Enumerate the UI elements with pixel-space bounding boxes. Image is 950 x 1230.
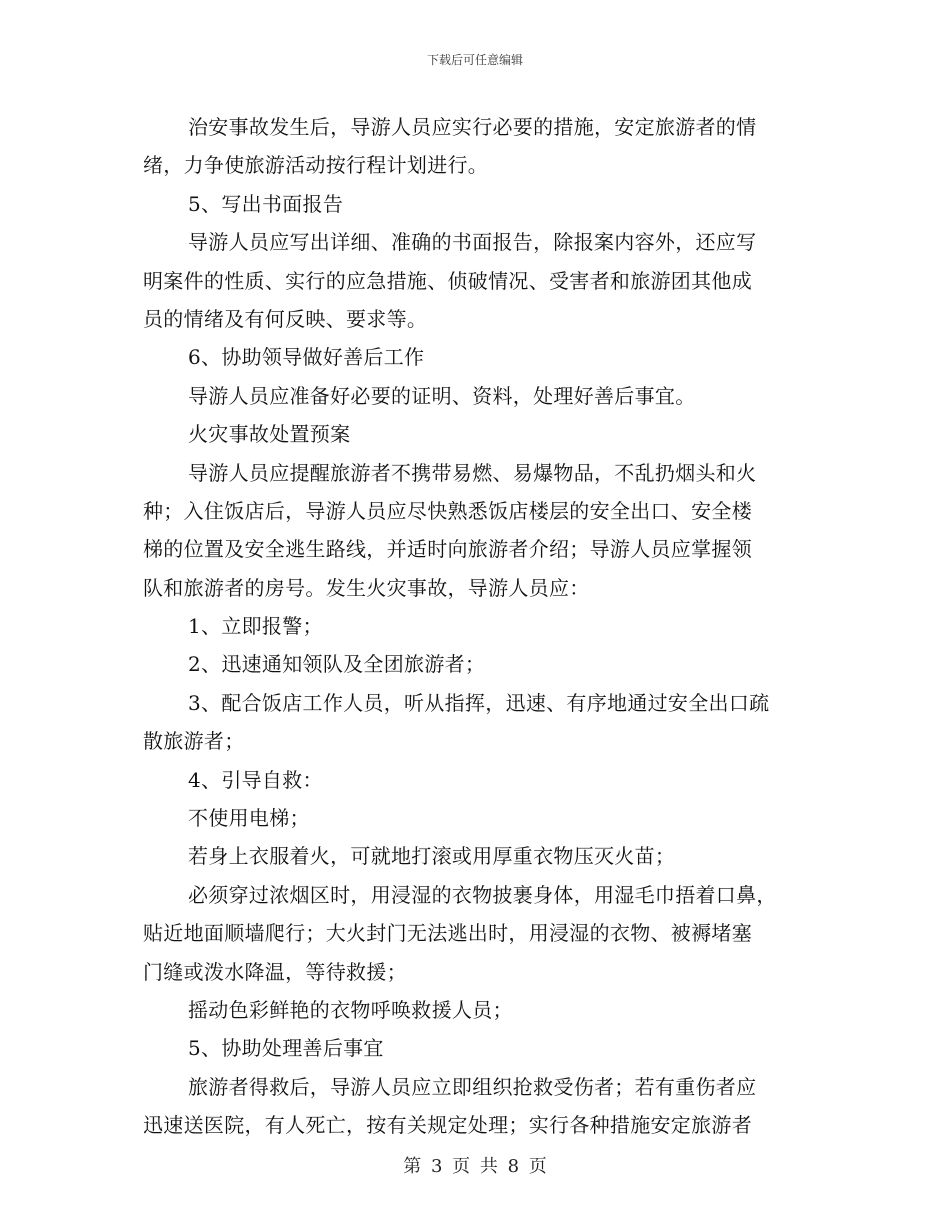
list-item: 3、配合饭店工作人员，听从指挥，迅速、有序地通过安全出口疏	[188, 690, 770, 715]
paragraph-line: 散旅游者；	[143, 729, 245, 754]
page-number: 第 3 页 共 8 页	[403, 1156, 547, 1177]
paragraph-line: 门缝或泼水降温，等待救援；	[143, 959, 407, 984]
paragraph-line: 旅游者得救后，导游人员应立即组织抢救受伤者；若有重伤者应	[188, 1074, 757, 1099]
page-header: 下载后可任意编辑	[426, 53, 523, 67]
paragraph-line: 必须穿过浓烟区时，用浸湿的衣物披裹身体，用湿毛巾捂着口鼻，	[188, 882, 777, 907]
document-body	[143, 108, 807, 1145]
paragraph-line: 员的情绪及有何反映、要求等。	[143, 306, 428, 331]
paragraph-line: 不使用电梯；	[188, 806, 310, 831]
paragraph-line: 若身上衣服着火，可就地打滚或用厚重衣物压灭火苗；	[188, 844, 676, 869]
paragraph-line: 种；入住饭店后，导游人员应尽快熟悉饭店楼层的安全出口、安全楼	[143, 498, 752, 523]
paragraph-line: 摇动色彩鲜艳的衣物呼唤救援人员；	[188, 997, 513, 1022]
paragraph-line: 导游人员应写出详细、准确的书面报告，除报案内容外，还应写	[188, 230, 757, 255]
paragraph-line: 治安事故发生后，导游人员应实行必要的措施，安定旅游者的情	[188, 115, 757, 139]
paragraph-line: 导游人员应提醒旅游者不携带易燃、易爆物品，不乱扔烟头和火	[188, 460, 757, 485]
section-heading: 6、协助领导做好善后工作	[188, 345, 425, 370]
list-item: 1、立即报警；	[188, 614, 323, 639]
paragraph-line: 导游人员应准备好必要的证明、资料，处理好善后事宜。	[188, 383, 696, 408]
paragraph-line: 队和旅游者的房号。发生火灾事故，导游人员应：	[143, 575, 590, 600]
paragraph-line: 绪，力争使旅游活动按行程计划进行。	[143, 153, 489, 178]
paragraph-line: 梯的位置及安全逃生路线，并适时向旅游者介绍；导游人员应掌握领	[143, 537, 752, 562]
list-item: 5、协助处理善后事宜	[188, 1036, 384, 1061]
section-heading: 5、写出书面报告	[188, 191, 344, 216]
section-title: 火灾事故处置预案	[188, 422, 351, 447]
list-item: 2、迅速通知领队及全团旅游者；	[188, 652, 486, 677]
paragraph-line: 迅速送医院，有人死亡，按有关规定处理；实行各种措施安定旅游者	[143, 1113, 752, 1138]
list-item: 4、引导自救：	[188, 767, 323, 792]
paragraph-line: 贴近地面顺墙爬行；大火封门无法逃出时，用浸湿的衣物、被褥堵塞	[143, 921, 752, 946]
paragraph-line: 明案件的性质、实行的应急措施、侦破情况、受害者和旅游团其他成	[143, 268, 752, 293]
